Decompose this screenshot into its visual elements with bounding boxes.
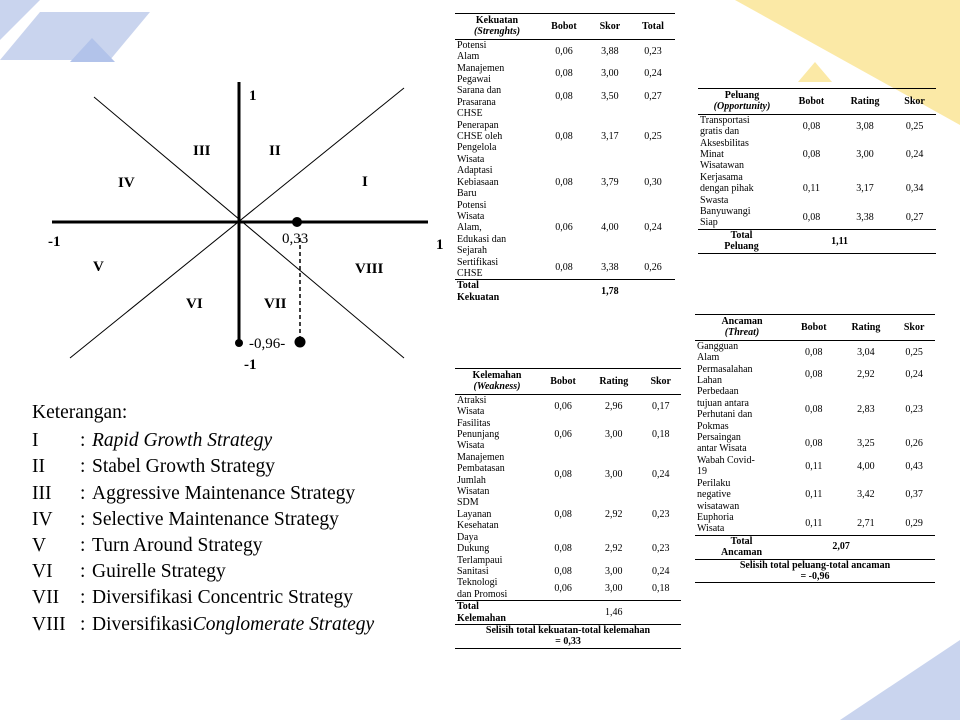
row-label-line: Kerjasama — [700, 171, 743, 183]
row-weight: 0,08 — [555, 131, 573, 143]
row-rating: 3,38 — [601, 262, 619, 274]
legend-item-separator: : — [80, 456, 86, 478]
row-label-line: Alam, — [457, 222, 482, 234]
row-score: 0,26 — [644, 262, 662, 274]
row-rating: 2,71 — [857, 517, 875, 529]
row-label-line: Perilaku — [697, 477, 731, 489]
legend-item-text: Aggressive Maintenance Strategy — [92, 482, 356, 504]
row-rating: 2,92 — [857, 369, 875, 381]
row-label — [695, 478, 789, 512]
row-label — [698, 114, 786, 137]
x-point-marker — [292, 217, 302, 227]
legend-item-separator: : — [80, 613, 86, 635]
axis-label-top: 1 — [249, 88, 257, 104]
row-label-line: Wisata — [457, 153, 485, 165]
row-label-line: Permasalahan — [697, 363, 753, 375]
row-weight: 0,06 — [554, 400, 572, 412]
row-label-line: dengan pihak — [700, 183, 754, 195]
row-score: 0,17 — [651, 400, 670, 412]
row-score: 0,24 — [905, 149, 924, 161]
table-row — [698, 206, 936, 229]
row-label — [455, 257, 539, 280]
row-label — [455, 418, 539, 452]
table-row — [695, 478, 935, 512]
row-label-line: gratis dan — [700, 126, 740, 138]
table-row — [695, 340, 935, 363]
row-label-line: Wisata — [457, 440, 485, 452]
region-label-v: V — [93, 259, 104, 275]
row-weight: 0,08 — [805, 369, 823, 381]
row-score: 0,24 — [644, 68, 662, 80]
row-weight: 0,11 — [802, 183, 820, 195]
row-label-line: Teknologi — [457, 577, 498, 589]
legend-item-number: IV — [32, 508, 53, 530]
row-label-line: Wisata — [697, 523, 725, 535]
table-row — [455, 63, 675, 86]
row-score: 0,24 — [644, 222, 662, 234]
region-label-iii: III — [193, 143, 211, 159]
strengths-header-total: Total — [631, 14, 675, 40]
legend-item — [32, 481, 374, 507]
row-rating: 3,00 — [605, 468, 623, 480]
row-label — [455, 85, 539, 108]
row-label-line: Baru — [457, 188, 477, 200]
row-label-line: Potensi — [457, 39, 487, 51]
axis-label-right: 1 — [436, 237, 444, 253]
row-label-line: Siap — [700, 217, 718, 229]
row-rating: 4,00 — [601, 222, 619, 234]
table-row — [698, 114, 936, 137]
weakness-total-label: Total Kelemahan — [455, 601, 539, 625]
opportunity-header-rating: Rating — [837, 89, 893, 115]
table-row — [695, 364, 935, 387]
row-rating: 3,08 — [856, 120, 874, 132]
row-label-line: tujuan antara — [697, 397, 749, 409]
row-score: 0,18 — [651, 583, 670, 595]
row-label — [455, 394, 539, 417]
row-weight: 0,11 — [805, 489, 823, 501]
row-label-line: Dukung — [457, 543, 490, 555]
row-weight: 0,08 — [554, 508, 572, 520]
threat-header-weight: Bobot — [789, 315, 839, 341]
opportunity-header-score: Skor — [893, 89, 936, 115]
row-weight: 0,06 — [555, 45, 573, 57]
row-score: 0,18 — [651, 429, 670, 441]
opportunity-rows — [698, 114, 936, 229]
legend-item-number: II — [32, 456, 45, 478]
row-score: 0,37 — [905, 489, 923, 501]
row-label-line: Pembatasan — [457, 463, 505, 475]
row-rating: 3,00 — [605, 565, 623, 577]
row-weight: 0,06 — [554, 429, 572, 441]
legend-item-text: Stabel Growth Strategy — [92, 456, 276, 478]
row-label — [455, 63, 539, 86]
row-label — [695, 364, 789, 387]
row-score: 0,27 — [905, 211, 924, 223]
row-rating: 4,00 — [857, 460, 875, 472]
opportunity-total-value: 1,11 — [786, 229, 893, 253]
region-label-vii: VII — [264, 296, 287, 312]
row-label-line: Penunjang — [457, 429, 500, 441]
threat-total-row — [695, 535, 935, 559]
row-label-line: Alam — [457, 51, 480, 63]
row-weight: 0,08 — [805, 437, 823, 449]
row-rating: 3,00 — [605, 429, 623, 441]
legend-item-number: V — [32, 535, 47, 557]
row-label-line: antar Wisata — [697, 443, 747, 455]
row-label — [698, 138, 786, 172]
row-label-line: Adaptasi — [457, 165, 493, 177]
row-score: 0,43 — [905, 460, 923, 472]
row-label-line: Wisatawan — [700, 160, 745, 172]
legend-item-separator: : — [80, 561, 86, 583]
row-label — [695, 432, 789, 455]
row-weight: 0,08 — [555, 176, 573, 188]
row-label — [455, 165, 539, 199]
table-row — [695, 455, 935, 478]
row-rating: 2,83 — [857, 403, 875, 415]
legend-item — [32, 454, 374, 480]
legend-item-text: Diversifikasi — [92, 613, 193, 635]
legend-item — [32, 428, 374, 454]
strengths-header-factor: Kekuatan (Strenghts) — [455, 14, 539, 40]
row-weight: 0,08 — [555, 68, 573, 80]
row-label-line: dan Promosi — [457, 588, 508, 600]
row-rating: 3,00 — [856, 149, 874, 161]
legend-title: Keterangan: — [32, 402, 128, 423]
weakness-header-weight: Bobot — [539, 369, 587, 395]
row-score: 0,25 — [905, 346, 923, 358]
table-row — [695, 432, 935, 455]
row-label-line: Manajemen — [457, 62, 505, 74]
row-label — [695, 340, 789, 363]
row-label-line: Pokmas — [697, 420, 729, 432]
point-x-value: 0,33 — [282, 231, 309, 247]
row-label-line: Banyuwangi — [700, 206, 751, 218]
row-label-line: Daya — [457, 531, 479, 543]
row-label-line: Terlampaui — [457, 554, 503, 566]
legend-item-separator: : — [80, 535, 86, 557]
row-rating: 3,17 — [856, 183, 874, 195]
row-label — [455, 532, 539, 566]
row-label-line: Aksesbilitas — [700, 137, 749, 149]
row-label-line: Manajemen — [457, 451, 505, 463]
row-label-line: CHSE — [457, 108, 483, 120]
row-label-line: Lahan — [697, 375, 722, 387]
weakness-difference-row — [455, 624, 681, 648]
row-label-line: Prasarana — [457, 96, 496, 108]
row-weight: 0,06 — [555, 222, 573, 234]
weakness-header-rating: Rating — [587, 369, 640, 395]
row-score: 0,27 — [644, 91, 662, 103]
row-score: 0,24 — [905, 369, 923, 381]
row-label-line: Sanitasi — [457, 565, 489, 577]
strengths-total-row — [455, 280, 675, 303]
row-label-line: Alam — [697, 352, 720, 364]
opportunity-table — [698, 88, 936, 254]
row-label — [455, 577, 539, 600]
legend-item-separator: : — [80, 430, 86, 452]
legend-item-text: Turn Around Strategy — [92, 535, 263, 557]
row-label — [695, 512, 789, 535]
legend-item-separator: : — [80, 482, 86, 504]
strengths-rows — [455, 39, 675, 280]
row-rating: 2,92 — [605, 508, 623, 520]
legend-item — [32, 585, 374, 611]
table-row — [455, 165, 675, 199]
row-rating: 3,17 — [601, 131, 619, 143]
row-label — [695, 455, 789, 478]
row-score: 0,26 — [905, 437, 923, 449]
strengths-total-value: 1,78 — [589, 280, 631, 303]
row-label-line: Sarana dan — [457, 85, 502, 97]
axis-label-bottom: -1 — [244, 357, 257, 373]
table-row — [698, 138, 936, 172]
legend-item-number: III — [32, 482, 52, 504]
legend-item-separator: : — [80, 587, 86, 609]
weakness-header-score: Skor — [640, 369, 681, 395]
row-label-line: CHSE — [457, 267, 483, 279]
weakness-header-factor: Kelemahan (Weakness) — [455, 369, 539, 395]
table-row — [455, 257, 675, 280]
row-label-line: Pegawai — [457, 74, 491, 86]
point-y-value-text: -0,96 — [249, 336, 281, 352]
row-weight: 0,08 — [555, 262, 573, 274]
row-score: 0,23 — [651, 543, 670, 555]
row-weight: 0,08 — [802, 120, 821, 132]
legend-item — [32, 559, 374, 585]
swot-position-point — [295, 337, 306, 348]
legend-item-number: VI — [32, 561, 53, 583]
threat-header-factor: Ancaman (Threat) — [695, 315, 789, 341]
row-label-line: Potensi — [457, 199, 487, 211]
row-label-line: Jumlah — [457, 474, 486, 486]
legend-item — [32, 507, 374, 533]
row-weight: 0,08 — [805, 403, 823, 415]
table-row — [455, 577, 681, 600]
table-row — [698, 172, 936, 206]
opportunity-total-row — [698, 229, 936, 253]
row-label — [455, 452, 539, 498]
row-score: 0,24 — [651, 565, 670, 577]
row-label-line: Layanan — [457, 508, 492, 520]
row-label-line: CHSE oleh — [457, 131, 503, 143]
row-label-line: Perbedaan — [697, 386, 739, 398]
opportunity-total-label: Total Peluang — [698, 229, 786, 253]
opportunity-header-factor: Peluang (Opportunity) — [698, 89, 786, 115]
threat-total-value: 2,07 — [789, 535, 893, 559]
strengths-table — [455, 13, 675, 303]
row-weight: 0,06 — [554, 583, 572, 595]
strengths-header-weight: Bobot — [539, 14, 589, 40]
row-weight: 0,11 — [805, 460, 823, 472]
row-label-line: Wisata — [457, 210, 485, 222]
row-label-line: Perhutani dan — [697, 409, 753, 421]
weakness-rows — [455, 394, 681, 600]
threat-total-label: Total Ancaman — [695, 535, 789, 559]
row-score: 0,25 — [644, 131, 662, 143]
legend-item — [32, 533, 374, 559]
row-label-line: Wisatan — [457, 486, 490, 498]
row-score: 0,29 — [905, 517, 923, 529]
row-label-line: Minat — [700, 149, 724, 161]
deco-yellow-small — [798, 62, 832, 82]
row-label-line: SDM — [457, 497, 479, 509]
row-label — [455, 566, 539, 577]
legend-item-number: I — [32, 430, 39, 452]
row-rating: 3,88 — [601, 45, 619, 57]
row-weight: 0,08 — [555, 91, 573, 103]
weakness-total-value: 1,46 — [587, 601, 640, 625]
table-row — [695, 512, 935, 535]
legend-item-italic-text: Conglomerate Strategy — [192, 613, 375, 635]
row-label-line: Fasilitas — [457, 417, 491, 429]
opportunity-header-weight: Bobot — [786, 89, 837, 115]
table-row — [455, 108, 675, 165]
row-rating: 3,38 — [856, 211, 874, 223]
threat-header-score: Skor — [893, 315, 935, 341]
axis-label-left: -1 — [48, 234, 61, 250]
row-label-line: Edukasi dan — [457, 233, 507, 245]
legend-item — [32, 612, 374, 638]
diagonal-line-1 — [94, 97, 404, 358]
threat-rows — [695, 340, 935, 535]
row-label-line: Kebiasaan — [457, 176, 499, 188]
weakness-difference-text: Selisih total kekuatan-total kelemahan = 0,33 — [455, 624, 681, 648]
strengths-total-label: Total Kekuatan — [455, 280, 539, 303]
row-label-line: Pengelola — [457, 142, 497, 154]
row-score: 0,34 — [905, 183, 924, 195]
row-weight: 0,08 — [554, 565, 572, 577]
table-row — [455, 85, 675, 108]
table-row — [455, 566, 681, 577]
row-score: 0,25 — [905, 120, 924, 132]
region-label-vi: VI — [186, 296, 203, 312]
legend-item-separator: : — [80, 508, 86, 530]
region-label-i: I — [362, 174, 368, 190]
weakness-table — [455, 368, 681, 649]
row-weight: 0,08 — [802, 211, 821, 223]
region-label-ii: II — [269, 143, 281, 159]
row-label — [455, 39, 539, 62]
legend-item-text: Guirelle Strategy — [92, 561, 226, 583]
row-rating: 3,04 — [857, 346, 875, 358]
row-rating: 3,00 — [601, 68, 619, 80]
table-row — [455, 532, 681, 566]
deco-blue-bottom-right — [840, 640, 960, 720]
row-weight: 0,08 — [554, 543, 572, 555]
y-point-marker — [235, 339, 243, 347]
row-score: 0,23 — [644, 45, 662, 57]
row-label-line: Sejarah — [457, 245, 487, 257]
row-rating: 2,96 — [605, 400, 623, 412]
row-weight: 0,11 — [805, 517, 823, 529]
row-rating: 2,92 — [605, 543, 623, 555]
row-rating: 3,25 — [857, 437, 875, 449]
row-score: 0,24 — [651, 468, 670, 480]
row-weight: 0,08 — [554, 468, 572, 480]
table-row — [695, 386, 935, 432]
table-row — [455, 39, 675, 62]
legend-item-text: Selective Maintenance Strategy — [92, 508, 339, 530]
row-label — [695, 386, 789, 432]
table-row — [455, 200, 675, 257]
row-rating: 3,42 — [857, 489, 875, 501]
table-row — [455, 452, 681, 498]
row-label-line: Swasta — [700, 194, 729, 206]
region-label-viii: VIII — [355, 261, 384, 277]
row-label — [698, 172, 786, 206]
region-label-iv: IV — [118, 175, 135, 191]
row-label — [455, 108, 539, 165]
row-label-line: Euphoria — [697, 511, 734, 523]
row-label-line: wisatawan — [697, 500, 740, 512]
table-row — [455, 394, 681, 417]
table-row — [455, 418, 681, 452]
row-label — [455, 200, 539, 257]
row-label — [455, 497, 539, 531]
row-label-line: Wisata — [457, 406, 485, 418]
row-score: 0,23 — [905, 403, 923, 415]
strengths-header-score: Skor — [589, 14, 631, 40]
row-label-line: Transportasi — [700, 114, 750, 126]
row-label-line: Penerapan — [457, 119, 499, 131]
legend-item-number: VIII — [32, 613, 66, 635]
row-label-line: Kesehatan — [457, 520, 499, 532]
row-label — [698, 206, 786, 229]
quadrant-diagram — [0, 0, 450, 400]
threat-difference-text: Selisih total peluang-total ancaman = -0,96 — [695, 559, 935, 583]
point-y-value: -0,96- — [249, 336, 286, 352]
legend-item-number: VII — [32, 587, 60, 609]
row-rating: 3,00 — [605, 583, 623, 595]
threat-header-rating: Rating — [839, 315, 894, 341]
legend-item-italic-text: Rapid Growth Strategy — [92, 430, 273, 452]
row-label-line: Sertifikasi — [457, 256, 499, 268]
weakness-total-row — [455, 601, 681, 625]
threat-table — [695, 314, 935, 583]
row-weight: 0,08 — [805, 346, 823, 358]
row-label-line: Gangguan — [697, 340, 739, 352]
row-label-line: Persaingan — [697, 432, 741, 444]
row-label-line: Atraksi — [457, 394, 487, 406]
row-weight: 0,08 — [802, 149, 821, 161]
legend-item-text: Diversifikasi Concentric Strategy — [92, 587, 354, 609]
legend — [32, 400, 374, 638]
row-rating: 3,79 — [601, 176, 619, 188]
row-label-line: negative — [697, 489, 731, 501]
row-rating: 3,50 — [601, 91, 619, 103]
row-score: 0,30 — [644, 176, 662, 188]
row-label-line: Wabah Covid- — [697, 454, 755, 466]
threat-difference-row — [695, 559, 935, 583]
row-score: 0,23 — [651, 508, 670, 520]
table-row — [455, 497, 681, 531]
row-label-line: 19 — [697, 466, 707, 478]
